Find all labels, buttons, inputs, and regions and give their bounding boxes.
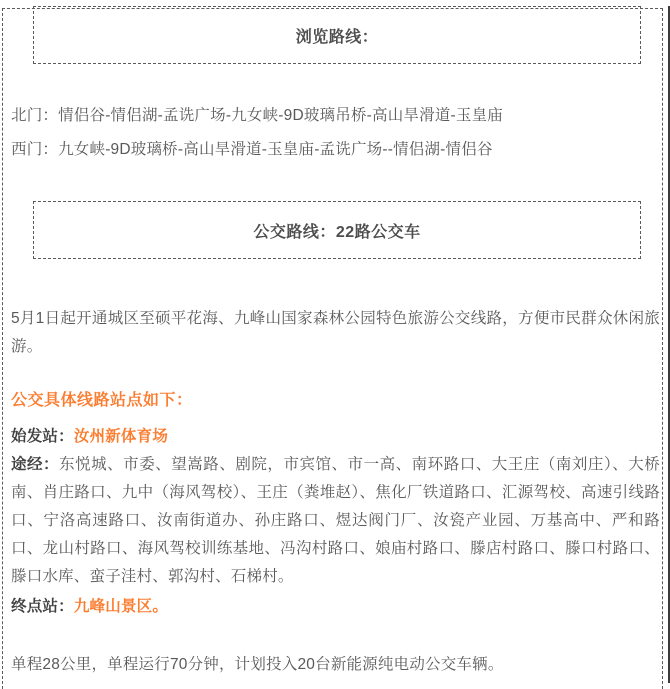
west-gate-route-line: 西门：九女峡-9D玻璃桥-高山旱滑道-玉皇庙-孟诜广场--情侣湖-情侣谷 (11, 141, 493, 158)
bus-route-title: 公交路线：22路公交车 (253, 223, 421, 241)
start-station-label: 始发站： (11, 428, 74, 445)
bus-intro-paragraph: 5月1日起开通城区至硕平花海、九峰山国家森林公园特色旅游公交线路，方便市民群众休闲旅游。 (11, 310, 660, 355)
end-station-value: 九峰山景区。 (73, 598, 169, 615)
bus-route-title-box (33, 201, 641, 259)
via-stops-paragraph (11, 451, 660, 591)
browse-route-title: 浏览路线： (295, 28, 379, 46)
end-station-label: 终点站： (11, 598, 74, 615)
via-label: 途经： (11, 456, 60, 473)
article-content (0, 6, 670, 679)
end-station-line (11, 593, 660, 621)
north-gate-route-line: 北门：情侣谷-情侣湖-孟诜广场-九女峡-9D玻璃吊桥-高山旱滑道-玉皇庙 (11, 107, 503, 124)
via-stops-list: 东悦城、市委、望嵩路、剧院，市宾馆、市一高、南环路口、大王庄（南刘庄）、大桥南、肖庄路口、九中（海风驾校）、王庄（粪堆赵）、焦化厂铁道路口、汇源驾校、高速引线路口、宁洛高速路口、汝南街道办、孙庄路口、煜达阀门厂、汝瓷产业园、万基高中、严和路口、龙山村路口、海风驾校训练基地、冯沟村路口、娘庙村路口、滕店村路口、滕口村路口、滕口水库、蛮子洼村、郭沟村、石梯村。 (11, 456, 660, 585)
bus-stops-heading: 公交具体线路站点如下： (11, 392, 193, 409)
start-station-value: 汝州新体育场 (73, 428, 169, 445)
route-summary-line: 单程28公里，单程运行70分钟，计划投入20台新能源纯电动公交车辆。 (11, 656, 504, 673)
start-station-line (11, 423, 660, 451)
browse-route-title-box (33, 6, 641, 64)
